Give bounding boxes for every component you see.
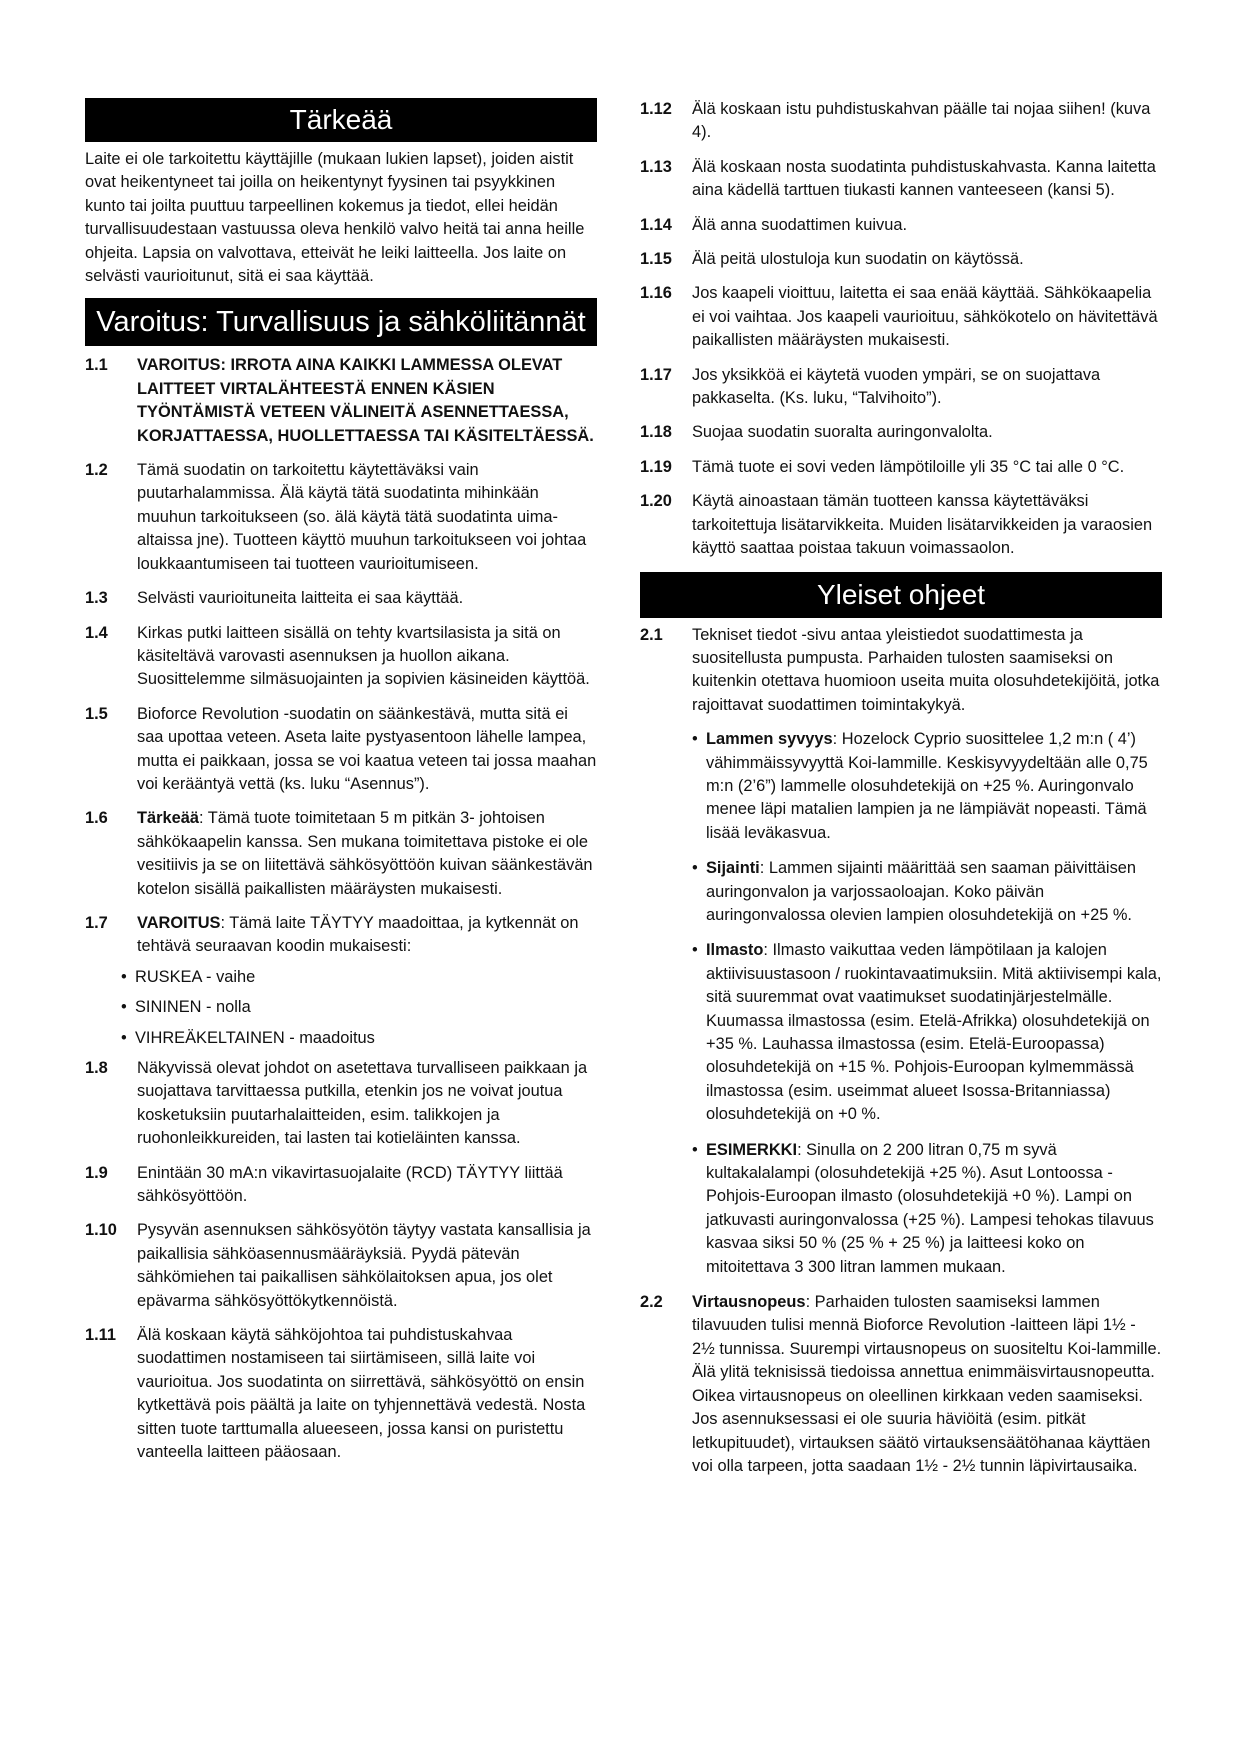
item-text: Bioforce Revolution -suodatin on säänkestävä, mutta sitä ei saa upottaa veteen. Aseta laite pystyasentoon lähelle lampea, mutta ei paikkaan, jossa se voi kaatua veteen tai jossa maahan voi kerääntyä vettä (ks. luku “Asennus”). bbox=[137, 704, 597, 793]
item-number: 1.7 bbox=[85, 913, 108, 932]
item-number: 1.2 bbox=[85, 461, 108, 480]
item-number: 1.6 bbox=[85, 809, 108, 828]
item-1-17 bbox=[640, 364, 1162, 411]
item-text: Älä koskaan istu puhdistuskahvan päälle tai nojaa siihen! (kuva 4). bbox=[692, 100, 1151, 142]
item-1-13 bbox=[640, 156, 1162, 203]
item-1-12 bbox=[640, 98, 1162, 145]
item-number: 1.18 bbox=[640, 423, 672, 442]
item-1-20 bbox=[640, 490, 1162, 560]
item-text: Pysyvän asennuksen sähkösyötön täytyy vastata kansallisia ja paikallisia sähköasennusmääräyksiä. Pyydä pätevän sähkömiehen tai paikallisen sähkölaitoksen apua, jos olet epävarma sähkösyöttökytkennöistä. bbox=[137, 1221, 591, 1310]
item-lead: Lammen syvyys bbox=[706, 730, 833, 749]
item-number: 2.2 bbox=[640, 1293, 663, 1312]
item-text: Näkyvissä olevat johdot on asetettava turvalliseen paikkaan ja suojattava tarvittaessa putkilla, etenkin jos ne voivat joutua kosketuksiin puutarhalaitteiden, esim. talikkojen ja ruohonleikkureiden, tai lasten tai kotieläinten kanssa. bbox=[137, 1059, 588, 1148]
item-text: : Sinulla on 2 200 litran 0,75 m syvä kultakalalampi (olosuhdetekijä +25 %). Asut Lontoossa - Pohjois-Euroopan ilmasto (olosuhdetekijä +0 %). Lampi on jatkuvasti auringonvalossa (+25 %). Lampesi tehokas tilavuus kasvaa siksi 50 % (25 % + 25 %) ja laitteesi koko on mitoitettava 3 300 litran lammen mukaan. bbox=[706, 1140, 1154, 1276]
item-1-10 bbox=[85, 1219, 597, 1313]
item-text: : Ilmasto vaikuttaa veden lämpötilaan ja kalojen aktiivisuustasoon / ruokintavaatimuksiin. Mitä aktiivisempi kala, sitä suuremmat ovat vaatimukset suodatinjärjestelmälle. Kuumassa ilmastossa (esim. Etelä-Afrikka) olosuhdetekijä on +35 %. Lauhassa ilmastossa (esim. Etelä-Euroopassa) olosuhdetekijä on +15 %. Pohjois-Euroopan kylmemmässä ilmastossa (esim. useimmat alueet Isossa-Britanniassa) olosuhdetekijä on +0 %. bbox=[706, 941, 1162, 1124]
item-number: 2.1 bbox=[640, 625, 663, 644]
item-number: 1.14 bbox=[640, 215, 672, 234]
item-1-9 bbox=[85, 1162, 597, 1209]
item-lead: VAROITUS bbox=[137, 913, 221, 932]
item-1-18 bbox=[640, 421, 1162, 444]
list-item bbox=[692, 857, 1162, 927]
item-text: Suojaa suodatin suoralta auringonvalolta. bbox=[692, 423, 993, 442]
item-1-8 bbox=[85, 1057, 597, 1151]
item-2-2 bbox=[640, 1291, 1162, 1478]
item-text: Älä koskaan käytä sähköjohtoa tai puhdistuskahvaa suodattimen nostamiseen tai siirtämiseen, sillä laite voi vaurioitua. Jos suodatinta on siirrettävä, sähkösyöttö on ensin kytkettävä pois päältä ja laite on tyhjennettävä vedestä. Nosta sitten tuote tarttumalla alueeseen, jossa kansi on puristettu vanteella laitteen pääosaan. bbox=[137, 1326, 586, 1462]
item-number: 1.9 bbox=[85, 1163, 108, 1182]
item-text: : Tämä laite TÄYTYY maadoittaa, ja kytkennät on tehtävä seuraavan koodin mukaisesti: bbox=[137, 913, 579, 956]
item-number: 1.3 bbox=[85, 589, 108, 608]
item-text: Jos kaapeli vioittuu, laitetta ei saa enää käyttää. Sähkökaapelia ei voi vaihtaa. Jos kaapeli vaurioituu, sähkökotelo on hävitettävä paikallisten määräysten mukaisesti. bbox=[692, 284, 1158, 350]
item-number: 1.4 bbox=[85, 623, 108, 642]
list-item bbox=[692, 1139, 1162, 1279]
list-item bbox=[692, 939, 1162, 1126]
item-text: Käytä ainoastaan tämän tuotteen kanssa käytettäväksi tarkoitettuja lisätarvikkeita. Muiden lisätarvikkeiden ja varaosien käyttö saattaa poistaa takuun voimassaolon. bbox=[692, 492, 1153, 558]
item-number: 1.11 bbox=[85, 1326, 116, 1345]
item-number: 1.15 bbox=[640, 250, 672, 269]
item-1-5 bbox=[85, 703, 597, 797]
list-item: • SININEN - nolla bbox=[121, 996, 597, 1019]
item-text: Enintään 30 mA:n vikavirtasuojalaite (RCD) TÄYTYY liittää sähkösyöttöön. bbox=[137, 1163, 563, 1206]
item-lead: ESIMERKKI bbox=[706, 1140, 798, 1159]
item-number: 1.1 bbox=[85, 356, 108, 375]
item-1-7 bbox=[85, 912, 597, 959]
item-text: Älä koskaan nosta suodatinta puhdistuskahvasta. Kanna laitetta aina kädellä tarttuen tiukasti kannen vanteeseen (kansi 5). bbox=[692, 157, 1156, 200]
item-text: : Lammen sijainti määrittää sen saaman päivittäisen auringonvalon ja varjossaoloajan. Koko päivän auringonvalossa olevien lampien olosuhdetekijä on +25 %. bbox=[706, 859, 1136, 924]
item-number: 1.10 bbox=[85, 1221, 117, 1240]
item-1-14 bbox=[640, 214, 1162, 237]
item-text: : Parhaiden tulosten saamiseksi lammen tilavuuden tulisi mennä Bioforce Revolution -laitteen läpi 1½ - 2½ tunnissa. Suurempi virtausnopeus on suositeltu Koi-lammille. Älä ylitä teknisissä tiedoissa annettua enimmäisvirtausnopeutta. Oikea virtausnopeus on oleellinen kirkkaan veden saamiseksi. Jos asennuksessasi ei ole suuria häviöitä (esim. pitkät letkupituudet), virtauksen säätö virtauksensäätöhanaa käyttäen voi olla tarpeen, jotta saadaan 1½ - 2½ tunnin läpivirtausaika. bbox=[692, 1293, 1162, 1475]
item-number: 1.13 bbox=[640, 157, 672, 176]
item-1-6 bbox=[85, 807, 597, 901]
warning-heading: Varoitus: Turvallisuus ja sähköliitännät bbox=[85, 298, 597, 346]
item-1-4 bbox=[85, 622, 597, 692]
item-text: : Tämä tuote toimitetaan 5 m pitkän 3- johtoisen sähkökaapelin kanssa. Sen mukana toimitettava pistoke ei ole vesitiivis ja se on liitettävä sähkösyöttöön kuivan säänkestävän kotelon sisällä paikallisten määräysten mukaisesti. bbox=[137, 809, 593, 898]
item-text: Kirkas putki laitteen sisällä on tehty kvartsilasista ja sitä on käsiteltävä varovasti asennuksen ja huollon aikana. Suosittelemme silmäsuojainten ja sopivien käsineiden käyttöä. bbox=[137, 623, 590, 689]
item-lead: Tärkeää bbox=[137, 809, 199, 828]
item-1-19 bbox=[640, 456, 1162, 479]
item-number: 1.5 bbox=[85, 704, 108, 723]
item-text: Tämä tuote ei sovi veden lämpötiloille yli 35 °C tai alle 0 °C. bbox=[692, 457, 1125, 476]
item-number: 1.12 bbox=[640, 100, 672, 118]
general-heading: Yleiset ohjeet bbox=[640, 572, 1162, 618]
item-1-3 bbox=[85, 587, 597, 610]
list-item bbox=[692, 728, 1162, 845]
list-item: • VIHREÄKELTAINEN - maadoitus bbox=[121, 1027, 597, 1050]
item-text: Tämä suodatin on tarkoitettu käytettäväksi vain puutarhalammissa. Älä käytä tätä suodatinta mihinkään muuhun tarkoitukseen (so. älä käytä tätä suodatinta uima-altaissa jne). Tuotteen käyttö muuhun tarkoitukseen voi johtaa loukkaantumiseen tai tuotteen vaurioitumiseen. bbox=[137, 461, 587, 573]
condition-factor-list bbox=[692, 728, 1162, 1279]
item-lead: Ilmasto bbox=[706, 941, 764, 960]
item-1-2 bbox=[85, 459, 597, 576]
right-column bbox=[640, 98, 1162, 1489]
item-text: Jos yksikköä ei käytetä vuoden ympäri, se on suojattava pakkaselta. (Ks. luku, “Talvihoito”). bbox=[692, 365, 1101, 408]
item-1-16 bbox=[640, 282, 1162, 352]
item-text: Älä anna suodattimen kuivua. bbox=[692, 215, 908, 234]
item-1-15 bbox=[640, 248, 1162, 271]
important-paragraph: Laite ei ole tarkoitettu käyttäjille (mukaan lukien lapset), joiden aistit ovat heikentyneet tai joilla on heikentynyt fyysinen tai psyykkinen kunto tai joilta puuttuu tarpeellinen kokemus ja tiedot, ellei heidän turvallisuudestaan vastuussa oleva henkilö valvo heitä tai anna heille ohjeita. Lapsia on valvottava, etteivät he leiki laitteella. Jos laite on selvästi vaurioitunut, sitä ei saa käyttää. bbox=[85, 150, 585, 286]
item-text: VAROITUS: IRROTA AINA KAIKKI LAMMESSA OLEVAT LAITTEET VIRTALÄHTEESTÄ ENNEN KÄSIEN TYÖNTÄMISTÄ VETEEN VÄLINEITÄ ASENNETTAESSA, KORJATTAESSA, HUOLLETTAESSA TAI KÄSITELTÄESSÄ. bbox=[137, 356, 594, 445]
wire-color-list bbox=[121, 966, 597, 1050]
item-text: Selvästi vaurioituneita laitteita ei saa käyttää. bbox=[137, 589, 464, 608]
item-number: 1.16 bbox=[640, 284, 672, 303]
item-text: Älä peitä ulostuloja kun suodatin on käytössä. bbox=[692, 250, 1024, 269]
item-number: 1.17 bbox=[640, 365, 672, 384]
item-lead: Sijainti bbox=[706, 859, 760, 878]
item-number: 1.8 bbox=[85, 1059, 108, 1077]
item-number: 1.19 bbox=[640, 457, 672, 476]
item-2-1 bbox=[640, 624, 1162, 718]
item-number: 1.20 bbox=[640, 492, 672, 511]
item-1-1 bbox=[85, 354, 597, 448]
item-1-11 bbox=[85, 1324, 597, 1464]
item-lead: Virtausnopeus bbox=[692, 1293, 806, 1312]
item-text: : Hozelock Cyprio suosittelee 1,2 m:n ( 4’) vähimmäissyvyyttä Koi-lammille. Keskisyvyydeltään alle 0,75 m:n (2’6”) lammelle olosuhdetekijä on +25 %. Auringonvalo menee läpi matalien lampien ja ne lämpiävät nopeasti. Tämä lisää leväkasvua. bbox=[706, 730, 1148, 842]
list-item: • RUSKEA - vaihe bbox=[121, 966, 597, 989]
left-column bbox=[85, 98, 597, 1476]
important-heading: Tärkeää bbox=[85, 98, 597, 142]
item-text: Tekniset tiedot -sivu antaa yleistiedot suodattimesta ja suositellusta pumpusta. Parhaiden tulosten saamiseksi on kuitenkin otettava huomioon useita muita olosuhdetekijöitä, jotka rajoittavat suodattimen toimintakykyä. bbox=[692, 625, 1160, 714]
